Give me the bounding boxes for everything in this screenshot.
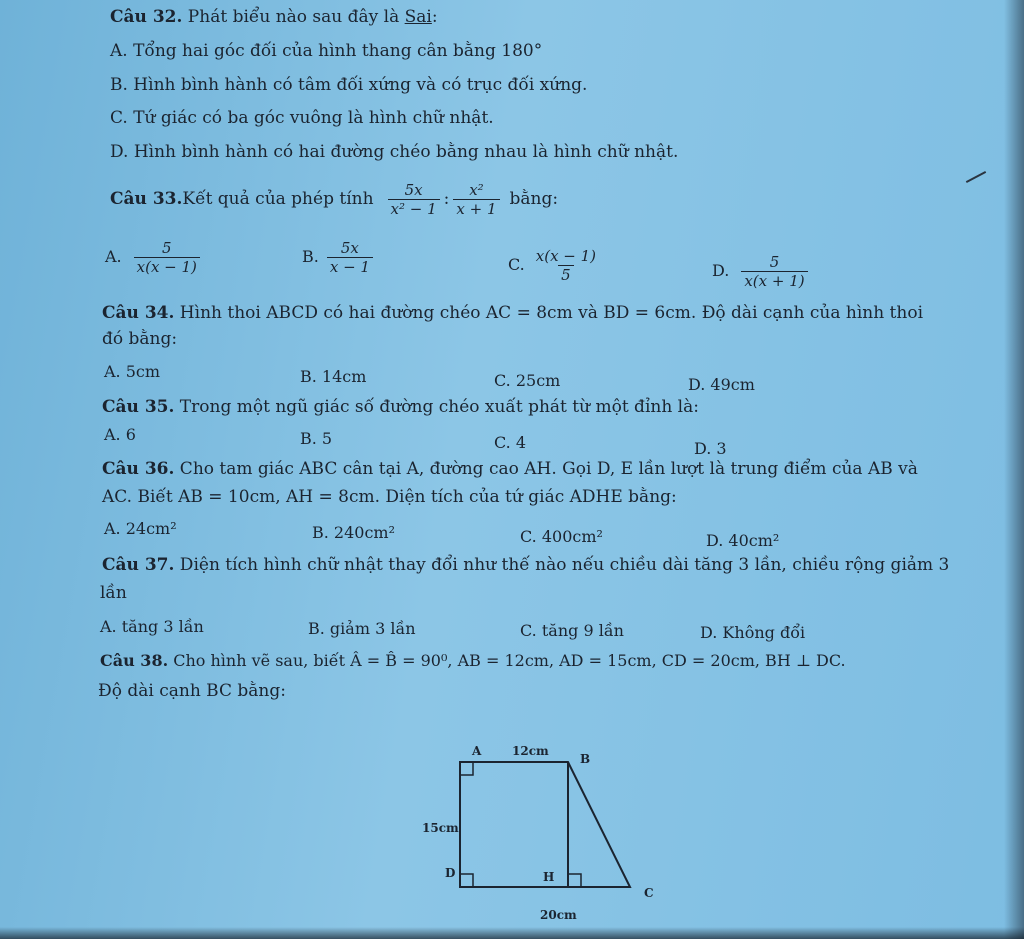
question-33-option-a: [105, 232, 204, 282]
option-fraction: [327, 239, 373, 276]
question-32-option-b: B. Hình bình hành có tâm đối xứng và có trục đối xứng.: [110, 75, 588, 95]
question-37-option-d: D. Không đổi: [700, 623, 806, 642]
question-34-prompt: [102, 302, 923, 324]
question-38-text-line2: Độ dài cạnh BC bằng:: [98, 681, 286, 701]
fraction-2-numerator: x²: [469, 180, 484, 199]
question-37-title: Câu 37.: [102, 555, 175, 575]
question-36-text-line2: AC. Biết AB = 10cm, AH = 8cm. Diện tích của tứ giác ADHE bằng:: [102, 487, 677, 507]
denominator: x(x − 1): [134, 257, 200, 276]
question-37-text: Diện tích hình chữ nhật thay đổi như thế nào nếu chiều dài tăng 3 lần, chiều rộng giảm 3: [174, 555, 950, 575]
question-38-text: Cho hình vẽ sau, biết Â = B̂ = 90⁰, AB = 12cm, AD = 15cm, CD = 20cm, BH ⊥ DC.: [168, 651, 846, 670]
question-33-end: bằng:: [509, 189, 559, 209]
question-34-option-a: A. 5cm: [104, 362, 161, 381]
fraction-2-denominator: x + 1: [453, 199, 499, 218]
label-bottom-length: 20cm: [540, 908, 577, 922]
question-35-option-c: C. 4: [494, 433, 527, 452]
question-35-option-b: B. 5: [300, 429, 333, 448]
question-33-option-d: [712, 246, 812, 296]
option-fraction: [533, 247, 599, 284]
question-35-prompt: [102, 396, 699, 418]
question-33-fraction-2: [453, 181, 499, 218]
question-35-text: Trong một ngũ giác số đường chéo xuất phát từ một đỉnh là:: [174, 397, 699, 417]
question-35-option-a: A. 6: [104, 425, 136, 444]
option-label: A.: [105, 247, 122, 266]
question-36-option-c: C. 400cm²: [520, 527, 603, 546]
question-32-option-c: C. Tứ giác có ba góc vuông là hình chữ nhật.: [110, 108, 494, 128]
numerator: x(x − 1): [535, 246, 597, 265]
numerator: 5: [162, 238, 172, 257]
question-36-text: Cho tam giác ABC cân tại A, đường cao AH. Gọi D, E lần lượt là trung điểm của AB và: [174, 459, 918, 479]
question-35-title: Câu 35.: [102, 397, 175, 417]
option-label: C.: [508, 255, 525, 274]
label-d: D: [445, 866, 456, 880]
question-36-option-d: D. 40cm²: [706, 531, 780, 550]
label-h: H: [543, 870, 555, 884]
pen-mark: [966, 171, 986, 183]
option-label: D.: [712, 261, 730, 280]
question-32-colon: :: [431, 7, 438, 27]
label-top-length: 12cm: [512, 744, 549, 758]
question-34-option-b: B. 14cm: [300, 367, 367, 386]
question-33-title: Câu 33.: [110, 189, 183, 209]
question-36-prompt: [102, 458, 918, 480]
question-36-option-b: B. 240cm²: [312, 523, 396, 542]
question-33-prompt: [110, 176, 558, 222]
question-33-text: Kết quả của phép tính: [182, 189, 374, 209]
right-angle-h: [568, 874, 581, 887]
question-38-title: Câu 38.: [100, 651, 169, 670]
question-32-title: Câu 32.: [110, 7, 183, 27]
question-33-option-c: [508, 240, 603, 290]
label-b: B: [580, 752, 591, 766]
question-32-underlined-word: Sai: [404, 7, 432, 27]
question-34-title: Câu 34.: [102, 303, 175, 323]
trapezoid-outline: [460, 762, 630, 887]
question-37-option-b: B. giảm 3 lần: [308, 619, 416, 638]
question-34-text-line2: đó bằng:: [102, 329, 178, 349]
question-37-option-a: A. tăng 3 lần: [100, 617, 204, 636]
right-angle-d: [460, 874, 473, 887]
label-left-length: 15cm: [422, 821, 459, 835]
question-32-text: Phát biểu nào sau đây là: [182, 7, 405, 27]
denominator: 5: [558, 265, 574, 284]
question-35-option-d: D. 3: [694, 439, 727, 458]
option-label: B.: [302, 247, 319, 266]
right-angle-a: [460, 762, 473, 775]
fraction-1-numerator: 5x: [404, 180, 423, 199]
denominator: x − 1: [327, 257, 373, 276]
question-32-option-d: D. Hình bình hành có hai đường chéo bằng nhau là hình chữ nhật.: [110, 142, 679, 162]
option-fraction: [134, 239, 200, 276]
numerator: 5: [769, 252, 780, 271]
option-fraction: [741, 253, 807, 290]
label-c: C: [644, 886, 654, 900]
question-37-option-c: C. tăng 9 lần: [520, 621, 624, 640]
question-33-fraction-1: [388, 181, 440, 218]
screen-edge-bottom: [0, 927, 1024, 939]
trapezoid-figure: [400, 735, 670, 930]
division-sign: :: [443, 189, 450, 209]
question-34-option-d: D. 49cm: [688, 375, 755, 394]
label-a: A: [472, 744, 482, 758]
question-38-prompt: [100, 650, 846, 672]
question-32-prompt: [110, 6, 438, 28]
question-32-option-a: A. Tổng hai góc đối của hình thang cân bằng 180°: [110, 41, 543, 61]
screen-edge-right: [1004, 0, 1024, 939]
question-33-option-b: [302, 232, 377, 282]
denominator: x(x + 1): [741, 271, 807, 290]
question-36-option-a: A. 24cm²: [104, 519, 177, 538]
question-34-text: Hình thoi ABCD có hai đường chéo AC = 8cm và BD = 6cm. Độ dài cạnh của hình thoi: [174, 303, 924, 323]
question-34-option-c: C. 25cm: [494, 371, 561, 390]
question-36-title: Câu 36.: [102, 459, 175, 479]
fraction-1-denominator: x² − 1: [388, 199, 440, 218]
numerator: 5x: [340, 238, 359, 257]
question-37-text-line2: lần: [100, 583, 127, 603]
question-37-prompt: [102, 554, 949, 576]
